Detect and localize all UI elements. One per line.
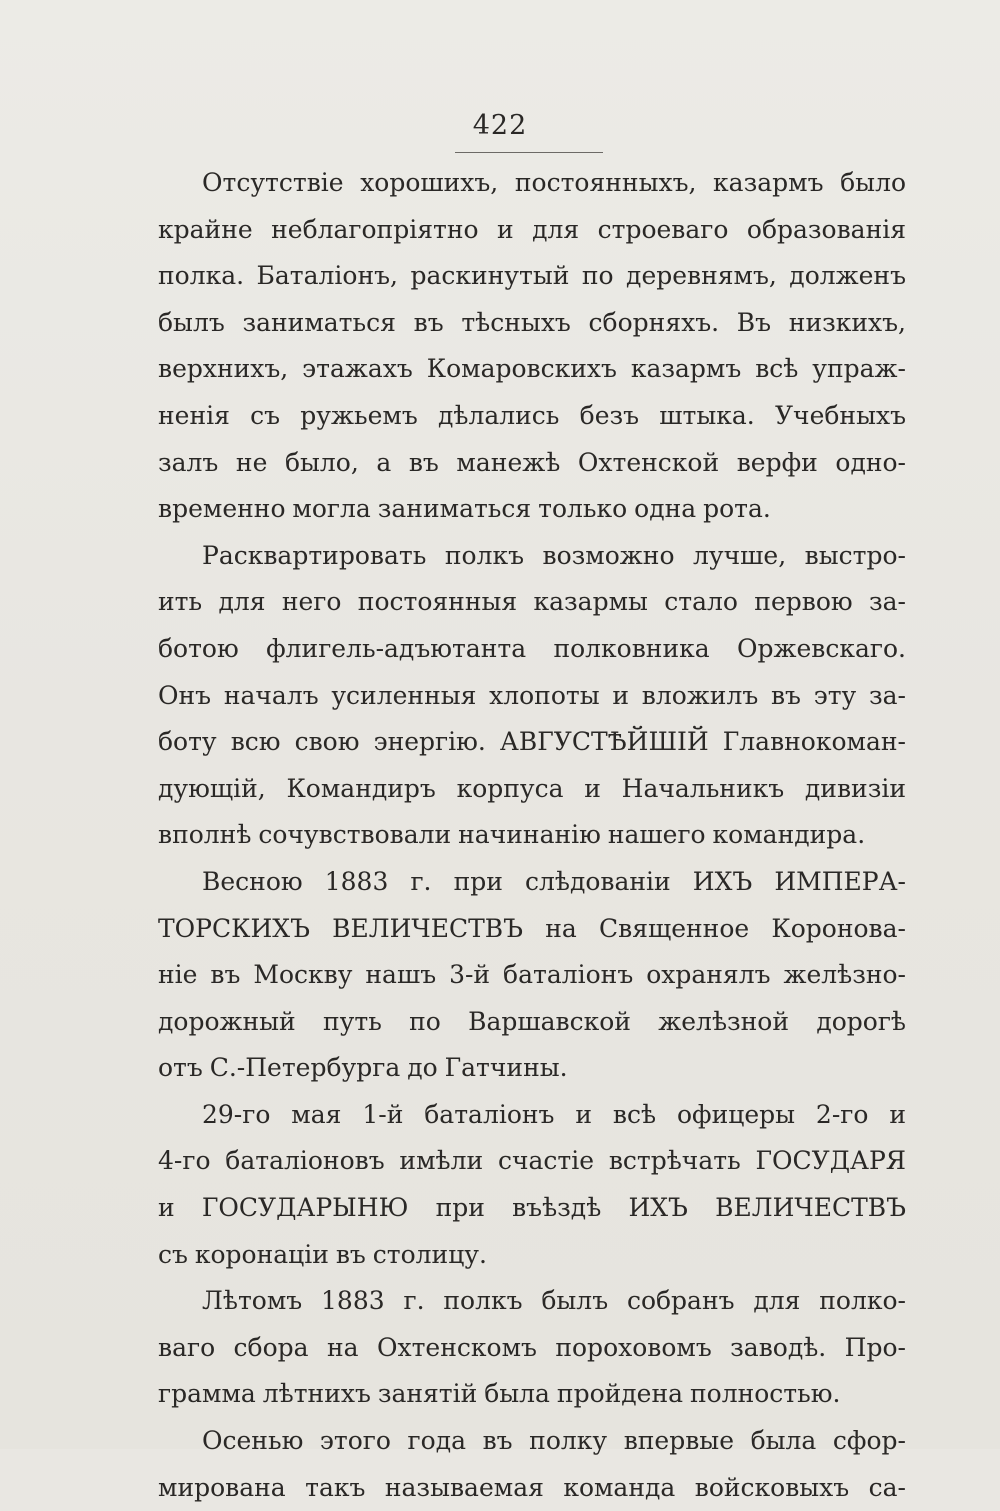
- text-line: ботою флигель-адъютанта полковника Оржевскаго.: [158, 633, 906, 663]
- text-line: ить для него постоянныя казармы стало первою за-: [158, 587, 906, 617]
- header-rule: [455, 152, 603, 153]
- text-line: отъ С.-Петербурга до Гатчины.: [158, 1053, 568, 1083]
- text-line: Расквартировать полкъ возможно лучше, выстро-: [202, 540, 906, 570]
- text-line: вполнѣ сочувствовали начинанію нашего командира.: [158, 820, 866, 850]
- text-line: верхнихъ, этажахъ Комаровскихъ казармъ всѣ упраж-: [158, 354, 906, 384]
- text-line: ненія съ ружьемъ дѣлались безъ штыка. Учебныхъ: [158, 400, 906, 430]
- text-line: Онъ началъ усиленныя хлопоты и вложилъ въ эту за-: [158, 680, 906, 710]
- text-line: дорожный путь по Варшавской желѣзной дорогѣ: [158, 1006, 906, 1036]
- text-line: 29-го мая 1-й баталіонъ и всѣ офицеры 2-го и: [202, 1099, 906, 1129]
- text-line: боту всю свою энергію. АВГУСТѢЙШІЙ Главнокоман-: [158, 727, 906, 757]
- page-number: 422: [472, 110, 528, 141]
- text-line: былъ заниматься въ тѣсныхъ сборняхъ. Въ низкихъ,: [158, 307, 906, 337]
- text-line: Отсутствіе хорошихъ, постоянныхъ, казармъ было: [202, 168, 906, 197]
- text-line: Лѣтомъ 1883 г. полкъ былъ собранъ для полко-: [202, 1286, 906, 1316]
- text-line: ніе въ Москву нашъ 3-й баталіонъ охранялъ желѣзно-: [158, 960, 906, 990]
- text-line: грамма лѣтнихъ занятій была пройдена полностью.: [158, 1379, 841, 1409]
- text-line: полка. Баталіонъ, раскинутый по деревнямъ, долженъ: [158, 261, 906, 291]
- text-line: мирована такъ называемая команда войсковыхъ са-: [158, 1472, 906, 1502]
- text-line: временно могла заниматься только одна рота.: [158, 494, 771, 524]
- body-text: [158, 160, 906, 1511]
- text-line: ваго сбора на Охтенскомъ пороховомъ заводѣ. Про-: [158, 1332, 906, 1362]
- text-line: и ГОСУДАРЫНЮ при въѣздѣ ИХЪ ВЕЛИЧЕСТВЪ: [158, 1193, 906, 1223]
- text-line: ТОРСКИХЪ ВЕЛИЧЕСТВЪ на Священное Коронова-: [158, 913, 906, 943]
- text-line: дующій, Командиръ корпуса и Начальникъ дивизіи: [158, 773, 906, 803]
- text-line: крайне неблагопріятно и для строеваго образованія: [158, 214, 906, 244]
- text-line: 4-го баталіоновъ имѣли счастіе встрѣчать ГОСУДАРЯ: [158, 1146, 906, 1176]
- text-line: съ коронаціи въ столицу.: [158, 1239, 487, 1269]
- text-line: Весною 1883 г. при слѣдованіи ИХЪ ИМПЕРА-: [202, 866, 906, 896]
- text-line: залъ не было, а въ манежѣ Охтенской верфи одно-: [158, 447, 906, 477]
- text-line: Осенью этого года въ полку впервые была сфор-: [202, 1426, 906, 1456]
